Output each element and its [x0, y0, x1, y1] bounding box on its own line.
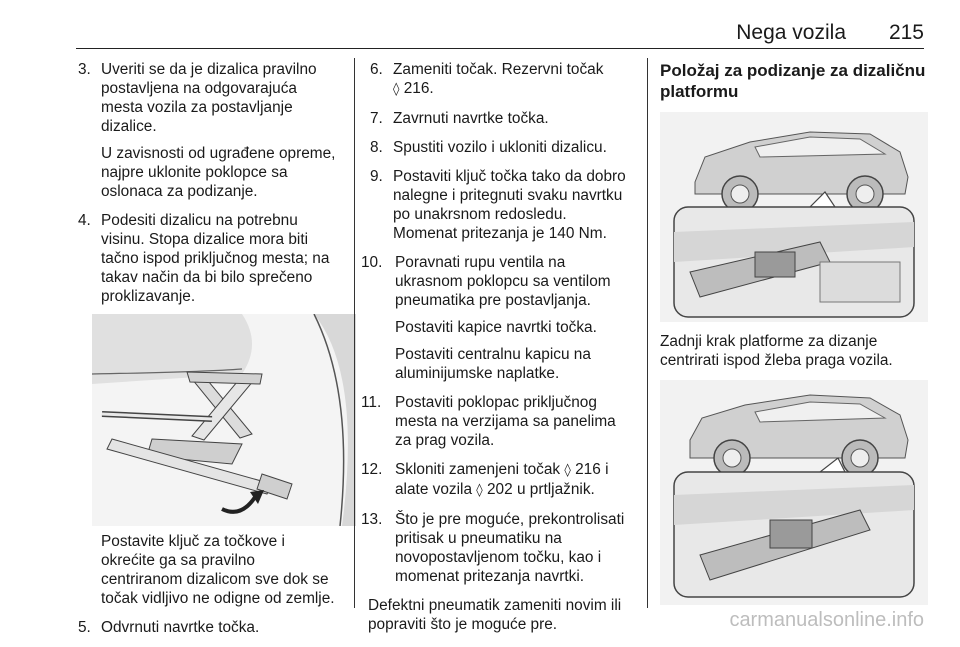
- step-number: 13.: [361, 511, 383, 528]
- step-6: [368, 60, 634, 99]
- step-12: [361, 460, 634, 500]
- reference-arrow-icon: ◊: [564, 463, 571, 478]
- step-5: [76, 618, 340, 637]
- step-number: 4.: [78, 212, 91, 229]
- page-reference: 216 i alate vozila: [395, 461, 609, 498]
- step-text: Postaviti ključ točka tako da dobro nalegne i pritegnuti svaku navrtku po unakrsnom redosledu. Momenat pritezanja je 140 Nm.: [393, 168, 626, 242]
- step-text: Odvrnuti navrtke točka.: [101, 619, 260, 636]
- column-divider: [354, 58, 355, 608]
- page-reference: 202 u prtljažnik.: [487, 481, 595, 498]
- step-10: [361, 253, 634, 383]
- section-title: Nega vozila: [736, 21, 846, 44]
- step-note: Postaviti kapice navrtki točka.: [395, 319, 597, 336]
- rear-arm-caption: Zadnji krak platforme za dizanje centrirati ispod žleba praga vozila.: [660, 333, 893, 369]
- step-number: 3.: [78, 61, 91, 78]
- step-text: Uveriti se da je dizalica pravilno postavljena na odgovarajuća mesta vozila za postavljanje dizalice.: [101, 61, 317, 135]
- column-divider: [647, 58, 648, 608]
- step-11: [361, 393, 634, 450]
- step-text: Što je pre moguće, prekontrolisati pritisak u pneumatiku na novopostavljenom točku, kao i momenat pritezanja navrtki.: [395, 511, 625, 585]
- step-text: Postaviti poklopac priključnog mesta na verzijama sa panelima za prag vozila.: [395, 394, 616, 449]
- step-text: [395, 460, 634, 500]
- page-reference: 216.: [403, 80, 434, 97]
- rear-lift-point-illustration: [660, 380, 928, 605]
- step-number: 11.: [361, 394, 382, 411]
- step-9: [368, 167, 634, 243]
- section-heading: Položaj za podizanje za dizaličnu platformu: [660, 61, 926, 101]
- step-note: Postaviti centralnu kapicu na aluminijumske naplatke.: [395, 346, 591, 382]
- page-number: 215: [888, 21, 924, 44]
- step-number: 7.: [370, 110, 383, 127]
- watermark: carmanualsonline.info: [729, 609, 924, 631]
- step-text: Podesiti dizalicu na potrebnu visinu. Stopa dizalice mora biti tačno ispod priključnog mesta; na takav način da bi bilo sprečeno proklizavanje.: [101, 212, 330, 305]
- page-header: [76, 0, 924, 49]
- step-note: U zavisnosti od ugrađene opreme, najpre uklonite poklopce sa oslonaca za podizanje.: [101, 145, 336, 200]
- left-column: [76, 60, 340, 647]
- step-text-main: Skloniti zamenjeni točak: [395, 461, 561, 478]
- jack-caption: Postavite ključ za točkove i okrećite ga sa pravilno centriranom dizalicom sve dok se točak vidljivo ne odigne od zemlje.: [101, 533, 335, 607]
- closing-note: Defektni pneumatik zameniti novim ili popraviti što je moguće pre.: [368, 597, 622, 633]
- reference-arrow-icon: ◊: [393, 82, 400, 97]
- step-8: [368, 138, 634, 157]
- step-number: 5.: [78, 619, 91, 636]
- step-number: 10.: [361, 254, 383, 271]
- step-13: [361, 510, 634, 586]
- step-text: Poravnati rupu ventila na ukrasnom poklopcu sa ventilom pneumatika pre postavljanja.: [395, 254, 611, 309]
- step-7: [368, 109, 634, 128]
- step-4: [76, 211, 340, 306]
- step-3: [76, 60, 340, 201]
- middle-column: [361, 60, 634, 634]
- step-number: 12.: [361, 461, 383, 478]
- step-number: 8.: [370, 139, 383, 156]
- front-lift-point-illustration: [660, 112, 928, 322]
- step-number: 6.: [370, 61, 383, 78]
- step-text: Zavrnuti navrtke točka.: [393, 110, 549, 127]
- step-text: Spustiti vozilo i ukloniti dizalicu.: [393, 139, 607, 156]
- step-text-main: Zameniti točak. Rezervni točak: [393, 61, 604, 78]
- step-text: [393, 60, 634, 99]
- jack-illustration: [92, 314, 356, 526]
- right-column: [660, 60, 928, 605]
- reference-arrow-icon: ◊: [476, 483, 483, 498]
- step-number: 9.: [370, 168, 383, 185]
